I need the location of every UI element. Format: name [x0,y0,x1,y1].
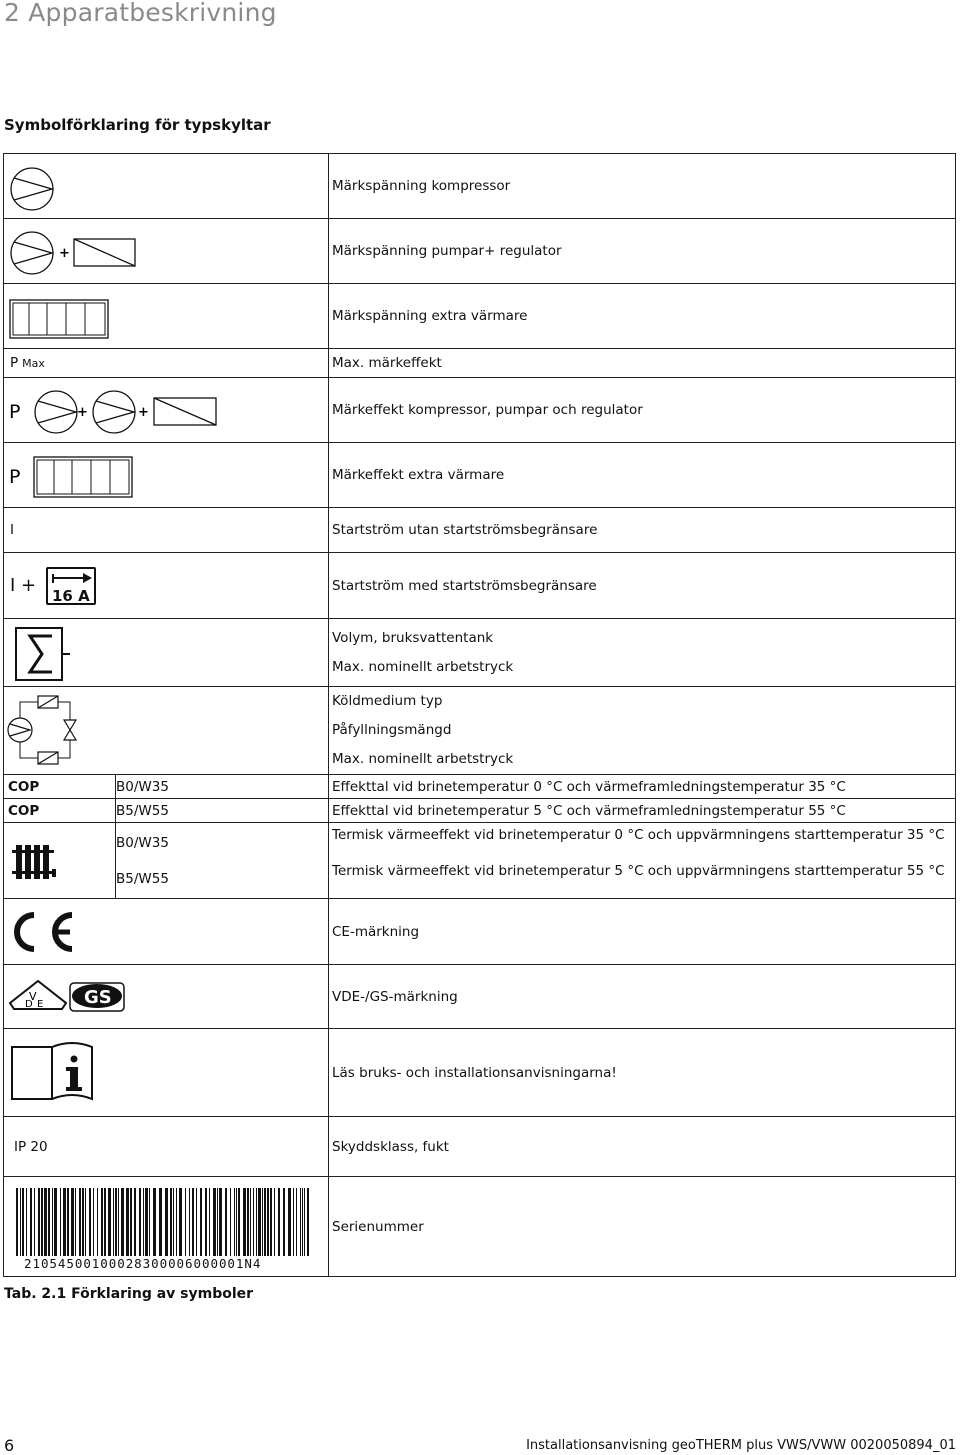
description [329,823,956,899]
description: Serienummer [329,1177,956,1277]
svg-text:GS: GS [84,986,112,1008]
description: Märkspänning extra värmare [329,284,956,349]
description-line: Volym, bruksvattentank [332,629,494,646]
symbol-cell [4,284,329,349]
description: Effekttal vid brinetemperatur 0 °C och värmeframledningstemperatur 35 °C [329,775,956,799]
heater-power-icon [4,445,144,505]
description: Startström utan startströmsbegränsare [329,508,956,553]
table-row [4,899,956,965]
table-row [4,823,956,899]
operating-point: B5/W55 [116,870,169,887]
symbol-cell [4,687,329,775]
operating-points [116,823,329,899]
svg-text:P: P [9,466,21,488]
description: Startström med startströmsbegränsare [329,553,956,619]
read-manual-icon [4,1033,104,1113]
description: Märkspänning kompressor [329,154,956,219]
symbol-cell [4,965,329,1029]
footer-text: Installationsanvisning geoTHERM plus VWS/VWW 0020050894_01 [526,1438,956,1453]
chapter-title: 2 Apparatbeskrivning [4,0,277,27]
symbol-cell [4,443,329,508]
power-subscript: Max [22,356,45,370]
description-line: Köldmedium typ [332,693,443,709]
symbol-cell [4,1029,329,1117]
table-row [4,219,956,284]
description: Effekttal vid brinetemperatur 5 °C och värmeframledningstemperatur 55 °C [329,799,956,823]
table-row [4,775,956,799]
description: Märkeffekt kompressor, pumpar och regulator [329,378,956,443]
table-row [4,965,956,1029]
table-row [4,443,956,508]
barcode-icon [14,1188,314,1258]
symbol-cell [4,219,329,284]
symbol-cell [4,349,329,378]
table-row [4,687,956,775]
description: Läs bruks- och installationsanvisningarna! [329,1029,956,1117]
svg-text:D: D [25,998,33,1010]
table-row [4,284,956,349]
symbol-cell [4,619,329,687]
description: Märkspänning pumpar+ regulator [329,219,956,284]
current-label: I [4,508,329,553]
table-row [4,1177,956,1277]
table-row [4,553,956,619]
symbol-cell [4,823,116,899]
vde-gs-mark-icon [4,967,134,1027]
description: Max. märkeffekt [329,349,956,378]
table-row [4,154,956,219]
table-row [4,1029,956,1117]
svg-text:V: V [29,989,37,1003]
power-label-text: P [9,401,21,423]
protection-class-label: IP 20 [4,1117,329,1177]
page-number: 6 [4,1436,15,1455]
limiter-badge: 16 A [52,586,90,605]
description: VDE-/GS-märkning [329,965,956,1029]
heater-icon [4,286,124,346]
section-heading: Symbolförklaring för typskyltar [4,116,271,134]
refrigerant-circuit-icon [4,688,89,774]
description: CE-märkning [329,899,956,965]
symbol-cell [4,154,329,219]
compressor-pumps-regulator-icon [4,380,234,440]
radiator-icon [4,831,64,891]
symbol-cell [4,899,329,965]
symbol-cell [4,378,329,443]
symbol-table [3,153,956,1277]
symbol-cell [4,553,329,619]
description [329,619,956,687]
table-row [4,508,956,553]
description: Märkeffekt extra värmare [329,443,956,508]
operating-point: B0/W35 [116,775,329,799]
symbol-cell [4,1177,329,1277]
operating-point: B0/W35 [116,834,169,851]
ce-mark-icon [4,902,84,962]
svg-text:+: + [138,405,149,420]
cop-label: COP [4,775,116,799]
compressor-icon [4,156,64,216]
operating-point: B5/W55 [116,799,329,823]
table-row [4,619,956,687]
table-row [4,799,956,823]
description: Skyddsklass, fukt [329,1117,956,1177]
table-caption: Tab. 2.1 Förklaring av symboler [4,1286,254,1302]
description [329,687,956,775]
description-line: Termisk värmeeffekt vid brinetemperatur 5 °C och uppvärmningens starttemperatur 55 °C [332,862,945,879]
svg-text:+: + [59,246,70,261]
table-row [4,1117,956,1177]
pump-regulator-icon [4,221,144,281]
description-line: Max. nominellt arbetstryck [332,658,514,675]
current-limiter-label: I + [10,574,37,596]
table-row [4,378,956,443]
hot-water-tank-icon [4,620,84,686]
description-line: Termisk värmeeffekt vid brinetemperatur 0 °C och uppvärmningens starttemperatur 35 °C [332,826,945,843]
svg-text:E: E [37,998,44,1010]
table-row [4,349,956,378]
svg-text:+: + [77,405,88,420]
description-line: Påfyllningsmängd [332,722,452,738]
barcode-number: 21054500100028300006000001N4 [24,1255,262,1271]
description-line: Max. nominellt arbetstryck [332,751,514,767]
start-current-limiter-icon [46,567,96,605]
cop-label: COP [4,799,116,823]
power-label: P [10,354,19,371]
